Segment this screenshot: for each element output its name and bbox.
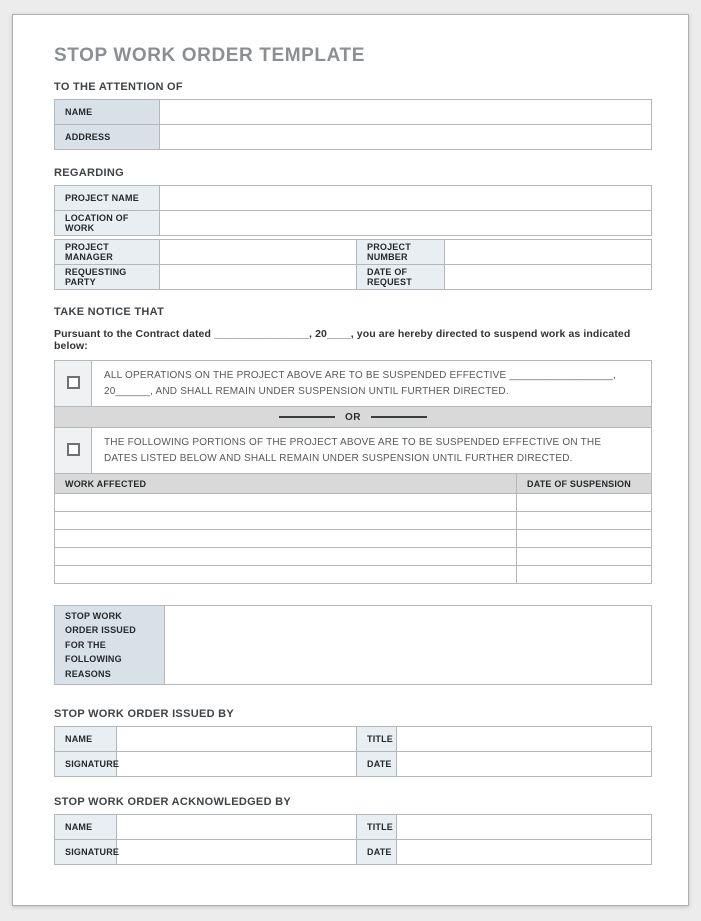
ack-title-input[interactable]: [397, 815, 652, 840]
or-divider-line-right: [371, 416, 427, 418]
section-reasons: [54, 605, 650, 685]
checkbox-cell-all-operations: [55, 361, 92, 407]
issued-signature-label: SIGNATURE: [55, 752, 117, 777]
date-of-suspension-input[interactable]: [517, 566, 652, 584]
field-input-name[interactable]: [160, 100, 652, 125]
date-of-suspension-input[interactable]: [517, 548, 652, 566]
ack-date-label: DATE: [357, 840, 397, 865]
section-notice: [54, 306, 650, 584]
acknowledged-by-table: [54, 814, 652, 865]
or-label: OR: [345, 411, 361, 423]
or-divider-row: [55, 407, 652, 428]
option-portions-text: THE FOLLOWING PORTIONS OF THE PROJECT ABOVE ARE TO BE SUSPENDED EFFECTIVE ON THE DATES LISTED BELOW AND SHALL REMAIN UNDER SUSPENSION UNTIL FURTHER DIRECTED.: [92, 428, 652, 474]
field-label-project-number: PROJECT NUMBER: [357, 240, 445, 265]
field-label-name: NAME: [55, 100, 160, 125]
notice-intro: Pursuant to the Contract dated ________________, 20____, you are hereby directed to suspend work as indicated below:: [54, 328, 631, 352]
work-affected-input[interactable]: [55, 566, 517, 584]
date-of-suspension-input[interactable]: [517, 530, 652, 548]
work-affected-header: WORK AFFECTED: [55, 474, 517, 494]
ack-signature-label: SIGNATURE: [55, 840, 117, 865]
reasons-input[interactable]: [165, 606, 652, 685]
date-of-suspension-input[interactable]: [517, 494, 652, 512]
ack-date-input[interactable]: [397, 840, 652, 865]
checkbox-portions[interactable]: [67, 443, 80, 456]
issued-title-input[interactable]: [397, 727, 652, 752]
regarding-table-split: [54, 239, 652, 290]
checkbox-cell-portions: [55, 428, 92, 474]
attention-heading: TO THE ATTENTION OF: [54, 81, 183, 93]
issued-title-label: TITLE: [357, 727, 397, 752]
ack-signature-input[interactable]: [117, 840, 357, 865]
work-affected-row: [55, 494, 652, 512]
reasons-label: STOP WORK ORDER ISSUED FOR THE FOLLOWING REASONS: [55, 606, 165, 685]
work-affected-row: [55, 530, 652, 548]
issued-by-table: [54, 726, 652, 777]
field-input-date-of-request[interactable]: [445, 265, 652, 290]
section-attention: [54, 81, 650, 150]
date-of-suspension-header: DATE OF SUSPENSION: [517, 474, 652, 494]
regarding-heading: REGARDING: [54, 167, 124, 179]
field-input-requesting-party[interactable]: [160, 265, 357, 290]
issued-date-input[interactable]: [397, 752, 652, 777]
work-affected-row: [55, 512, 652, 530]
section-regarding: [54, 167, 650, 290]
work-affected-row: [55, 548, 652, 566]
attention-table: [54, 99, 652, 150]
work-affected-rows: [55, 494, 652, 584]
field-label-date-of-request: DATE OF REQUEST: [357, 265, 445, 290]
notice-options-table: [54, 360, 652, 474]
issued-by-heading: STOP WORK ORDER ISSUED BY: [54, 708, 235, 720]
field-label-requesting-party: REQUESTING PARTY: [55, 265, 160, 290]
option-all-operations-text: ALL OPERATIONS ON THE PROJECT ABOVE ARE TO BE SUSPENDED EFFECTIVE __________________, 20______, AND SHALL REMAIN UNDER SUSPENSION UNTIL FURTHER DIRECTED.: [92, 361, 652, 407]
issued-date-label: DATE: [357, 752, 397, 777]
field-input-project-manager[interactable]: [160, 240, 357, 265]
regarding-table-full: [54, 185, 652, 236]
issued-name-input[interactable]: [117, 727, 357, 752]
section-issued-by: [54, 708, 650, 777]
checkbox-all-operations[interactable]: [67, 376, 80, 389]
acknowledged-by-heading: STOP WORK ORDER ACKNOWLEDGED BY: [54, 796, 292, 808]
field-label-project-manager: PROJECT MANAGER: [55, 240, 160, 265]
page-title: STOP WORK ORDER TEMPLATE: [54, 45, 366, 66]
field-input-location[interactable]: [160, 211, 652, 236]
work-affected-input[interactable]: [55, 512, 517, 530]
field-label-project-name: PROJECT NAME: [55, 186, 160, 211]
field-label-address: ADDRESS: [55, 125, 160, 150]
document-page: [12, 14, 689, 906]
field-input-project-number[interactable]: [445, 240, 652, 265]
ack-name-label: NAME: [55, 815, 117, 840]
issued-name-label: NAME: [55, 727, 117, 752]
work-affected-input[interactable]: [55, 548, 517, 566]
notice-heading: TAKE NOTICE THAT: [54, 306, 165, 318]
reasons-table: [54, 605, 652, 685]
work-affected-row: [55, 566, 652, 584]
work-affected-input[interactable]: [55, 530, 517, 548]
work-affected-table: [54, 473, 652, 584]
field-label-location: LOCATION OF WORK: [55, 211, 160, 236]
work-affected-input[interactable]: [55, 494, 517, 512]
field-input-address[interactable]: [160, 125, 652, 150]
ack-name-input[interactable]: [117, 815, 357, 840]
issued-signature-input[interactable]: [117, 752, 357, 777]
field-input-project-name[interactable]: [160, 186, 652, 211]
ack-title-label: TITLE: [357, 815, 397, 840]
date-of-suspension-input[interactable]: [517, 512, 652, 530]
section-acknowledged-by: [54, 796, 650, 865]
or-divider-line-left: [279, 416, 335, 418]
